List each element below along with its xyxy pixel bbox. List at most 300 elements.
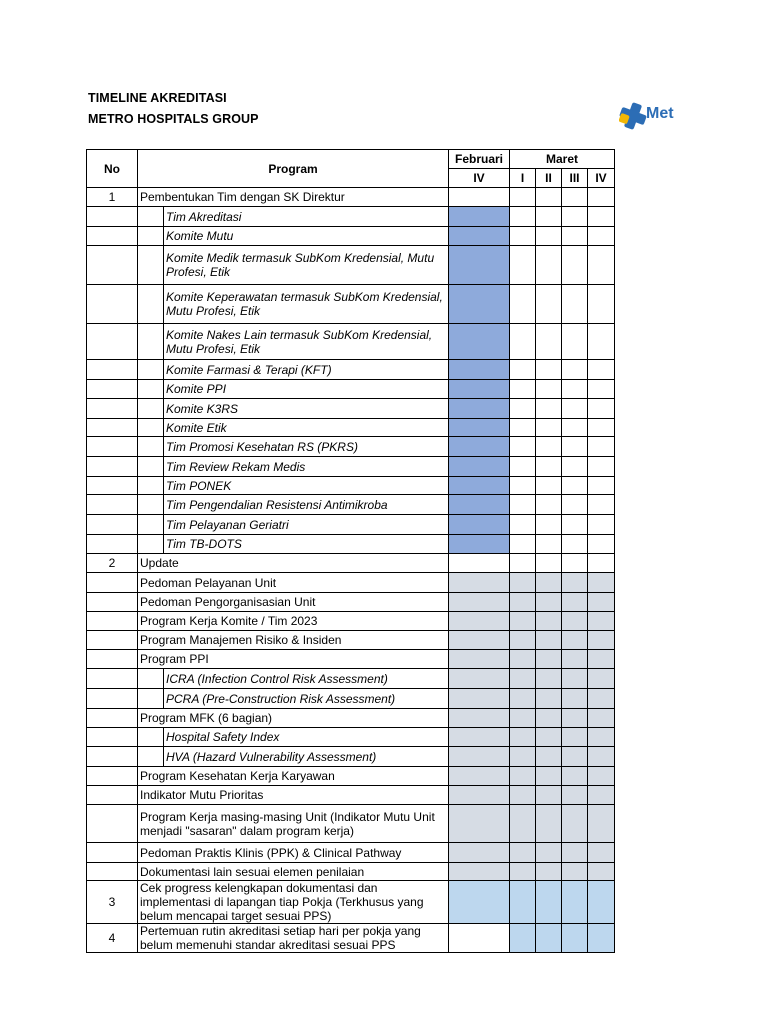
table-row — [87, 535, 615, 554]
indent-cell — [138, 227, 164, 246]
timeline-cell — [562, 881, 588, 924]
timeline-cell — [588, 843, 615, 863]
program-item: Pembentukan Tim dengan SK Direktur — [138, 188, 449, 207]
timeline-cell — [536, 554, 562, 573]
timeline-table — [86, 149, 615, 953]
table-row — [87, 612, 615, 631]
timeline-cell — [510, 324, 536, 360]
timeline-cell — [536, 593, 562, 612]
timeline-cell — [449, 669, 510, 689]
timeline-cell — [510, 360, 536, 380]
timeline-cell — [536, 399, 562, 419]
timeline-cell — [536, 786, 562, 805]
program-item: Program Kerja masing-masing Unit (Indikator Mutu Unit menjadi "sasaran" dalam program kerja) — [138, 805, 449, 843]
row-number: 3 — [87, 881, 138, 924]
program-subitem: Komite Nakes Lain termasuk SubKom Kredensial, Mutu Profesi, Etik — [164, 324, 449, 360]
timeline-cell — [562, 285, 588, 324]
timeline-cell — [588, 554, 615, 573]
table-row — [87, 573, 615, 593]
timeline-cell — [510, 495, 536, 515]
timeline-cell — [536, 631, 562, 650]
indent-cell — [138, 246, 164, 285]
timeline-cell — [562, 399, 588, 419]
timeline-cell — [449, 477, 510, 495]
table-row — [87, 728, 615, 747]
timeline-cell — [588, 593, 615, 612]
row-number: 2 — [87, 554, 138, 573]
program-item: Dokumentasi lain sesuai elemen penilaian — [138, 863, 449, 881]
timeline-cell — [510, 477, 536, 495]
program-subitem: Tim Promosi Kesehatan RS (PKRS) — [164, 437, 449, 457]
timeline-cell — [562, 767, 588, 786]
program-subitem: HVA (Hazard Vulnerability Assessment) — [164, 747, 449, 767]
metro-hospitals-logo — [619, 101, 679, 131]
row-number — [87, 437, 138, 457]
timeline-cell — [588, 786, 615, 805]
timeline-cell — [562, 709, 588, 728]
timeline-cell — [562, 515, 588, 535]
timeline-cell — [449, 786, 510, 805]
indent-cell — [138, 515, 164, 535]
timeline-cell — [449, 285, 510, 324]
header-week: IV — [588, 169, 615, 188]
program-subitem: Tim PONEK — [164, 477, 449, 495]
indent-cell — [138, 457, 164, 477]
timeline-cell — [449, 924, 510, 953]
table-row — [87, 669, 615, 689]
timeline-cell — [562, 188, 588, 207]
timeline-cell — [588, 399, 615, 419]
logo-text: Met — [646, 105, 674, 122]
timeline-cell — [536, 728, 562, 747]
timeline-cell — [536, 419, 562, 437]
timeline-cell — [449, 689, 510, 709]
timeline-cell — [536, 207, 562, 227]
timeline-cell — [588, 573, 615, 593]
program-item: Pertemuan rutin akreditasi setiap hari per pokja yang belum memenuhi standar akreditasi sesuai PPS — [138, 924, 449, 953]
timeline-cell — [562, 786, 588, 805]
timeline-cell — [449, 650, 510, 669]
timeline-cell — [449, 360, 510, 380]
table-row — [87, 399, 615, 419]
timeline-cell — [510, 843, 536, 863]
program-subitem: Komite Farmasi & Terapi (KFT) — [164, 360, 449, 380]
timeline-cell — [588, 515, 615, 535]
timeline-cell — [449, 457, 510, 477]
timeline-cell — [536, 477, 562, 495]
timeline-cell — [588, 631, 615, 650]
timeline-cell — [510, 227, 536, 246]
table-row — [87, 227, 615, 246]
table-row — [87, 515, 615, 535]
row-number — [87, 786, 138, 805]
table-row — [87, 360, 615, 380]
timeline-cell — [510, 535, 536, 554]
program-item: Update — [138, 554, 449, 573]
timeline-cell — [536, 324, 562, 360]
timeline-cell — [449, 515, 510, 535]
program-item: Indikator Mutu Prioritas — [138, 786, 449, 805]
row-number — [87, 631, 138, 650]
timeline-cell — [510, 709, 536, 728]
row-number — [87, 843, 138, 863]
timeline-cell — [510, 399, 536, 419]
header-week: II — [536, 169, 562, 188]
timeline-cell — [588, 863, 615, 881]
timeline-cell — [588, 457, 615, 477]
table-row — [87, 188, 615, 207]
timeline-cell — [449, 593, 510, 612]
header-month-februari: Februari — [449, 150, 510, 169]
timeline-cell — [562, 437, 588, 457]
timeline-cell — [536, 650, 562, 669]
document-title: TIMELINE AKREDITASI — [88, 91, 227, 105]
row-number — [87, 477, 138, 495]
row-number — [87, 360, 138, 380]
timeline-cell — [588, 380, 615, 399]
row-number — [87, 747, 138, 767]
timeline-cell — [562, 227, 588, 246]
indent-cell — [138, 360, 164, 380]
program-item: Pedoman Pelayanan Unit — [138, 573, 449, 593]
row-number — [87, 805, 138, 843]
timeline-cell — [510, 786, 536, 805]
timeline-cell — [536, 227, 562, 246]
program-subitem: Komite Etik — [164, 419, 449, 437]
row-number — [87, 419, 138, 437]
row-number — [87, 457, 138, 477]
timeline-cell — [588, 805, 615, 843]
timeline-cell — [510, 689, 536, 709]
timeline-cell — [536, 843, 562, 863]
timeline-cell — [562, 669, 588, 689]
table-row — [87, 881, 615, 924]
row-number — [87, 728, 138, 747]
row-number — [87, 767, 138, 786]
timeline-cell — [449, 207, 510, 227]
timeline-cell — [536, 881, 562, 924]
timeline-cell — [536, 709, 562, 728]
indent-cell — [138, 747, 164, 767]
indent-cell — [138, 285, 164, 324]
timeline-cell — [562, 573, 588, 593]
program-subitem: ICRA (Infection Control Risk Assessment) — [164, 669, 449, 689]
table-row — [87, 495, 615, 515]
row-number: 4 — [87, 924, 138, 953]
indent-cell — [138, 437, 164, 457]
timeline-cell — [536, 689, 562, 709]
timeline-cell — [588, 207, 615, 227]
timeline-cell — [536, 573, 562, 593]
timeline-cell — [588, 227, 615, 246]
program-subitem: Komite Medik termasuk SubKom Kredensial, Mutu Profesi, Etik — [164, 246, 449, 285]
header-week: III — [562, 169, 588, 188]
timeline-cell — [449, 573, 510, 593]
timeline-cell — [588, 650, 615, 669]
row-number — [87, 709, 138, 728]
row-number — [87, 863, 138, 881]
timeline-cell — [510, 457, 536, 477]
table-row — [87, 631, 615, 650]
timeline-cell — [562, 360, 588, 380]
timeline-cell — [510, 863, 536, 881]
program-item: Cek progress kelengkapan dokumentasi dan implementasi di lapangan tiap Pokja (Terkhusus yang belum mencapai target sesuai PPS) — [138, 881, 449, 924]
timeline-cell — [588, 881, 615, 924]
table-row — [87, 554, 615, 573]
timeline-cell — [562, 843, 588, 863]
timeline-cell — [562, 689, 588, 709]
timeline-cell — [510, 747, 536, 767]
timeline-cell — [510, 437, 536, 457]
timeline-cell — [536, 246, 562, 285]
header-month-maret: Maret — [510, 150, 615, 169]
timeline-cell — [536, 457, 562, 477]
timeline-cell — [510, 188, 536, 207]
timeline-cell — [588, 495, 615, 515]
timeline-cell — [510, 207, 536, 227]
program-subitem: Komite Keperawatan termasuk SubKom Kredensial, Mutu Profesi, Etik — [164, 285, 449, 324]
timeline-cell — [536, 495, 562, 515]
timeline-cell — [562, 593, 588, 612]
timeline-cell — [510, 728, 536, 747]
timeline-cell — [449, 399, 510, 419]
table-row — [87, 285, 615, 324]
row-number — [87, 669, 138, 689]
program-subitem: Tim TB-DOTS — [164, 535, 449, 554]
table-row — [87, 747, 615, 767]
table-row — [87, 593, 615, 612]
timeline-cell — [588, 669, 615, 689]
program-subitem: Tim Review Rekam Medis — [164, 457, 449, 477]
row-number — [87, 227, 138, 246]
timeline-cell — [588, 188, 615, 207]
table-row — [87, 786, 615, 805]
indent-cell — [138, 535, 164, 554]
row-number — [87, 246, 138, 285]
row-number — [87, 515, 138, 535]
timeline-cell — [449, 380, 510, 399]
program-subitem: Tim Pelayanan Geriatri — [164, 515, 449, 535]
row-number — [87, 285, 138, 324]
timeline-cell — [449, 863, 510, 881]
timeline-cell — [588, 246, 615, 285]
table-row — [87, 207, 615, 227]
table-row — [87, 924, 615, 953]
indent-cell — [138, 728, 164, 747]
timeline-cell — [562, 419, 588, 437]
program-item: Program MFK (6 bagian) — [138, 709, 449, 728]
timeline-cell — [449, 419, 510, 437]
header-week: IV — [449, 169, 510, 188]
table-row — [87, 709, 615, 728]
row-number — [87, 495, 138, 515]
table-row — [87, 380, 615, 399]
table-row — [87, 767, 615, 786]
timeline-cell — [562, 612, 588, 631]
timeline-cell — [449, 843, 510, 863]
timeline-cell — [562, 246, 588, 285]
timeline-cell — [588, 747, 615, 767]
timeline-cell — [449, 709, 510, 728]
timeline-cell — [510, 285, 536, 324]
row-number: 1 — [87, 188, 138, 207]
program-item: Program Kerja Komite / Tim 2023 — [138, 612, 449, 631]
timeline-cell — [562, 207, 588, 227]
timeline-cell — [536, 747, 562, 767]
timeline-cell — [562, 554, 588, 573]
timeline-cell — [536, 612, 562, 631]
indent-cell — [138, 380, 164, 399]
timeline-cell — [449, 437, 510, 457]
row-number — [87, 535, 138, 554]
timeline-cell — [562, 495, 588, 515]
timeline-cell — [510, 380, 536, 399]
timeline-cell — [510, 767, 536, 786]
program-subitem: Komite Mutu — [164, 227, 449, 246]
indent-cell — [138, 399, 164, 419]
timeline-cell — [510, 593, 536, 612]
timeline-rows — [87, 188, 615, 953]
timeline-cell — [562, 924, 588, 953]
timeline-cell — [562, 631, 588, 650]
timeline-cell — [562, 477, 588, 495]
timeline-cell — [449, 324, 510, 360]
table-row — [87, 419, 615, 437]
row-number — [87, 573, 138, 593]
timeline-cell — [588, 767, 615, 786]
timeline-cell — [562, 650, 588, 669]
timeline-cell — [562, 747, 588, 767]
header-week: I — [510, 169, 536, 188]
program-subitem: Komite PPI — [164, 380, 449, 399]
program-item: Program PPI — [138, 650, 449, 669]
table-row — [87, 324, 615, 360]
timeline-cell — [449, 747, 510, 767]
table-row — [87, 650, 615, 669]
row-number — [87, 380, 138, 399]
table-row — [87, 437, 615, 457]
timeline-cell — [562, 380, 588, 399]
program-item: Program Manajemen Risiko & Insiden — [138, 631, 449, 650]
timeline-cell — [562, 728, 588, 747]
program-item: Pedoman Praktis Klinis (PPK) & Clinical Pathway — [138, 843, 449, 863]
table-row — [87, 863, 615, 881]
timeline-cell — [588, 437, 615, 457]
timeline-cell — [510, 669, 536, 689]
row-number — [87, 593, 138, 612]
indent-cell — [138, 207, 164, 227]
timeline-cell — [449, 227, 510, 246]
table-row — [87, 805, 615, 843]
timeline-cell — [510, 924, 536, 953]
timeline-cell — [449, 554, 510, 573]
timeline-cell — [449, 728, 510, 747]
document-subtitle: METRO HOSPITALS GROUP — [88, 112, 259, 126]
timeline-cell — [588, 419, 615, 437]
timeline-cell — [449, 535, 510, 554]
table-row — [87, 246, 615, 285]
header-program: Program — [138, 150, 449, 188]
timeline-cell — [449, 188, 510, 207]
timeline-cell — [510, 515, 536, 535]
timeline-cell — [536, 669, 562, 689]
program-subitem: PCRA (Pre-Construction Risk Assessment) — [164, 689, 449, 709]
timeline-cell — [562, 324, 588, 360]
timeline-cell — [562, 535, 588, 554]
indent-cell — [138, 324, 164, 360]
timeline-cell — [588, 477, 615, 495]
table-row — [87, 457, 615, 477]
timeline-cell — [562, 805, 588, 843]
timeline-cell — [536, 437, 562, 457]
timeline-cell — [449, 246, 510, 285]
timeline-cell — [510, 805, 536, 843]
timeline-cell — [536, 380, 562, 399]
timeline-cell — [510, 554, 536, 573]
timeline-cell — [510, 631, 536, 650]
indent-cell — [138, 669, 164, 689]
program-subitem: Tim Pengendalian Resistensi Antimikroba — [164, 495, 449, 515]
program-subitem: Hospital Safety Index — [164, 728, 449, 747]
program-subitem: Tim Akreditasi — [164, 207, 449, 227]
program-item: Program Kesehatan Kerja Karyawan — [138, 767, 449, 786]
timeline-cell — [588, 612, 615, 631]
timeline-cell — [588, 535, 615, 554]
timeline-cell — [588, 360, 615, 380]
timeline-cell — [588, 924, 615, 953]
timeline-cell — [449, 495, 510, 515]
timeline-cell — [510, 419, 536, 437]
timeline-cell — [588, 324, 615, 360]
timeline-cell — [588, 709, 615, 728]
header-no: No — [87, 150, 138, 188]
timeline-cell — [510, 881, 536, 924]
timeline-cell — [562, 457, 588, 477]
timeline-cell — [536, 515, 562, 535]
timeline-cell — [449, 805, 510, 843]
row-number — [87, 689, 138, 709]
row-number — [87, 207, 138, 227]
timeline-cell — [588, 285, 615, 324]
timeline-cell — [536, 767, 562, 786]
timeline-cell — [510, 246, 536, 285]
timeline-cell — [536, 535, 562, 554]
timeline-cell — [449, 767, 510, 786]
row-number — [87, 324, 138, 360]
table-row — [87, 477, 615, 495]
timeline-cell — [449, 881, 510, 924]
timeline-cell — [449, 612, 510, 631]
timeline-cell — [536, 805, 562, 843]
program-subitem: Komite K3RS — [164, 399, 449, 419]
row-number — [87, 399, 138, 419]
timeline-cell — [536, 360, 562, 380]
timeline-cell — [588, 689, 615, 709]
row-number — [87, 612, 138, 631]
row-number — [87, 650, 138, 669]
medical-cross-icon — [619, 101, 647, 131]
timeline-cell — [536, 285, 562, 324]
indent-cell — [138, 689, 164, 709]
timeline-cell — [510, 573, 536, 593]
program-item: Pedoman Pengorganisasian Unit — [138, 593, 449, 612]
timeline-cell — [449, 631, 510, 650]
timeline-cell — [510, 650, 536, 669]
table-row — [87, 689, 615, 709]
indent-cell — [138, 477, 164, 495]
timeline-cell — [536, 863, 562, 881]
indent-cell — [138, 419, 164, 437]
